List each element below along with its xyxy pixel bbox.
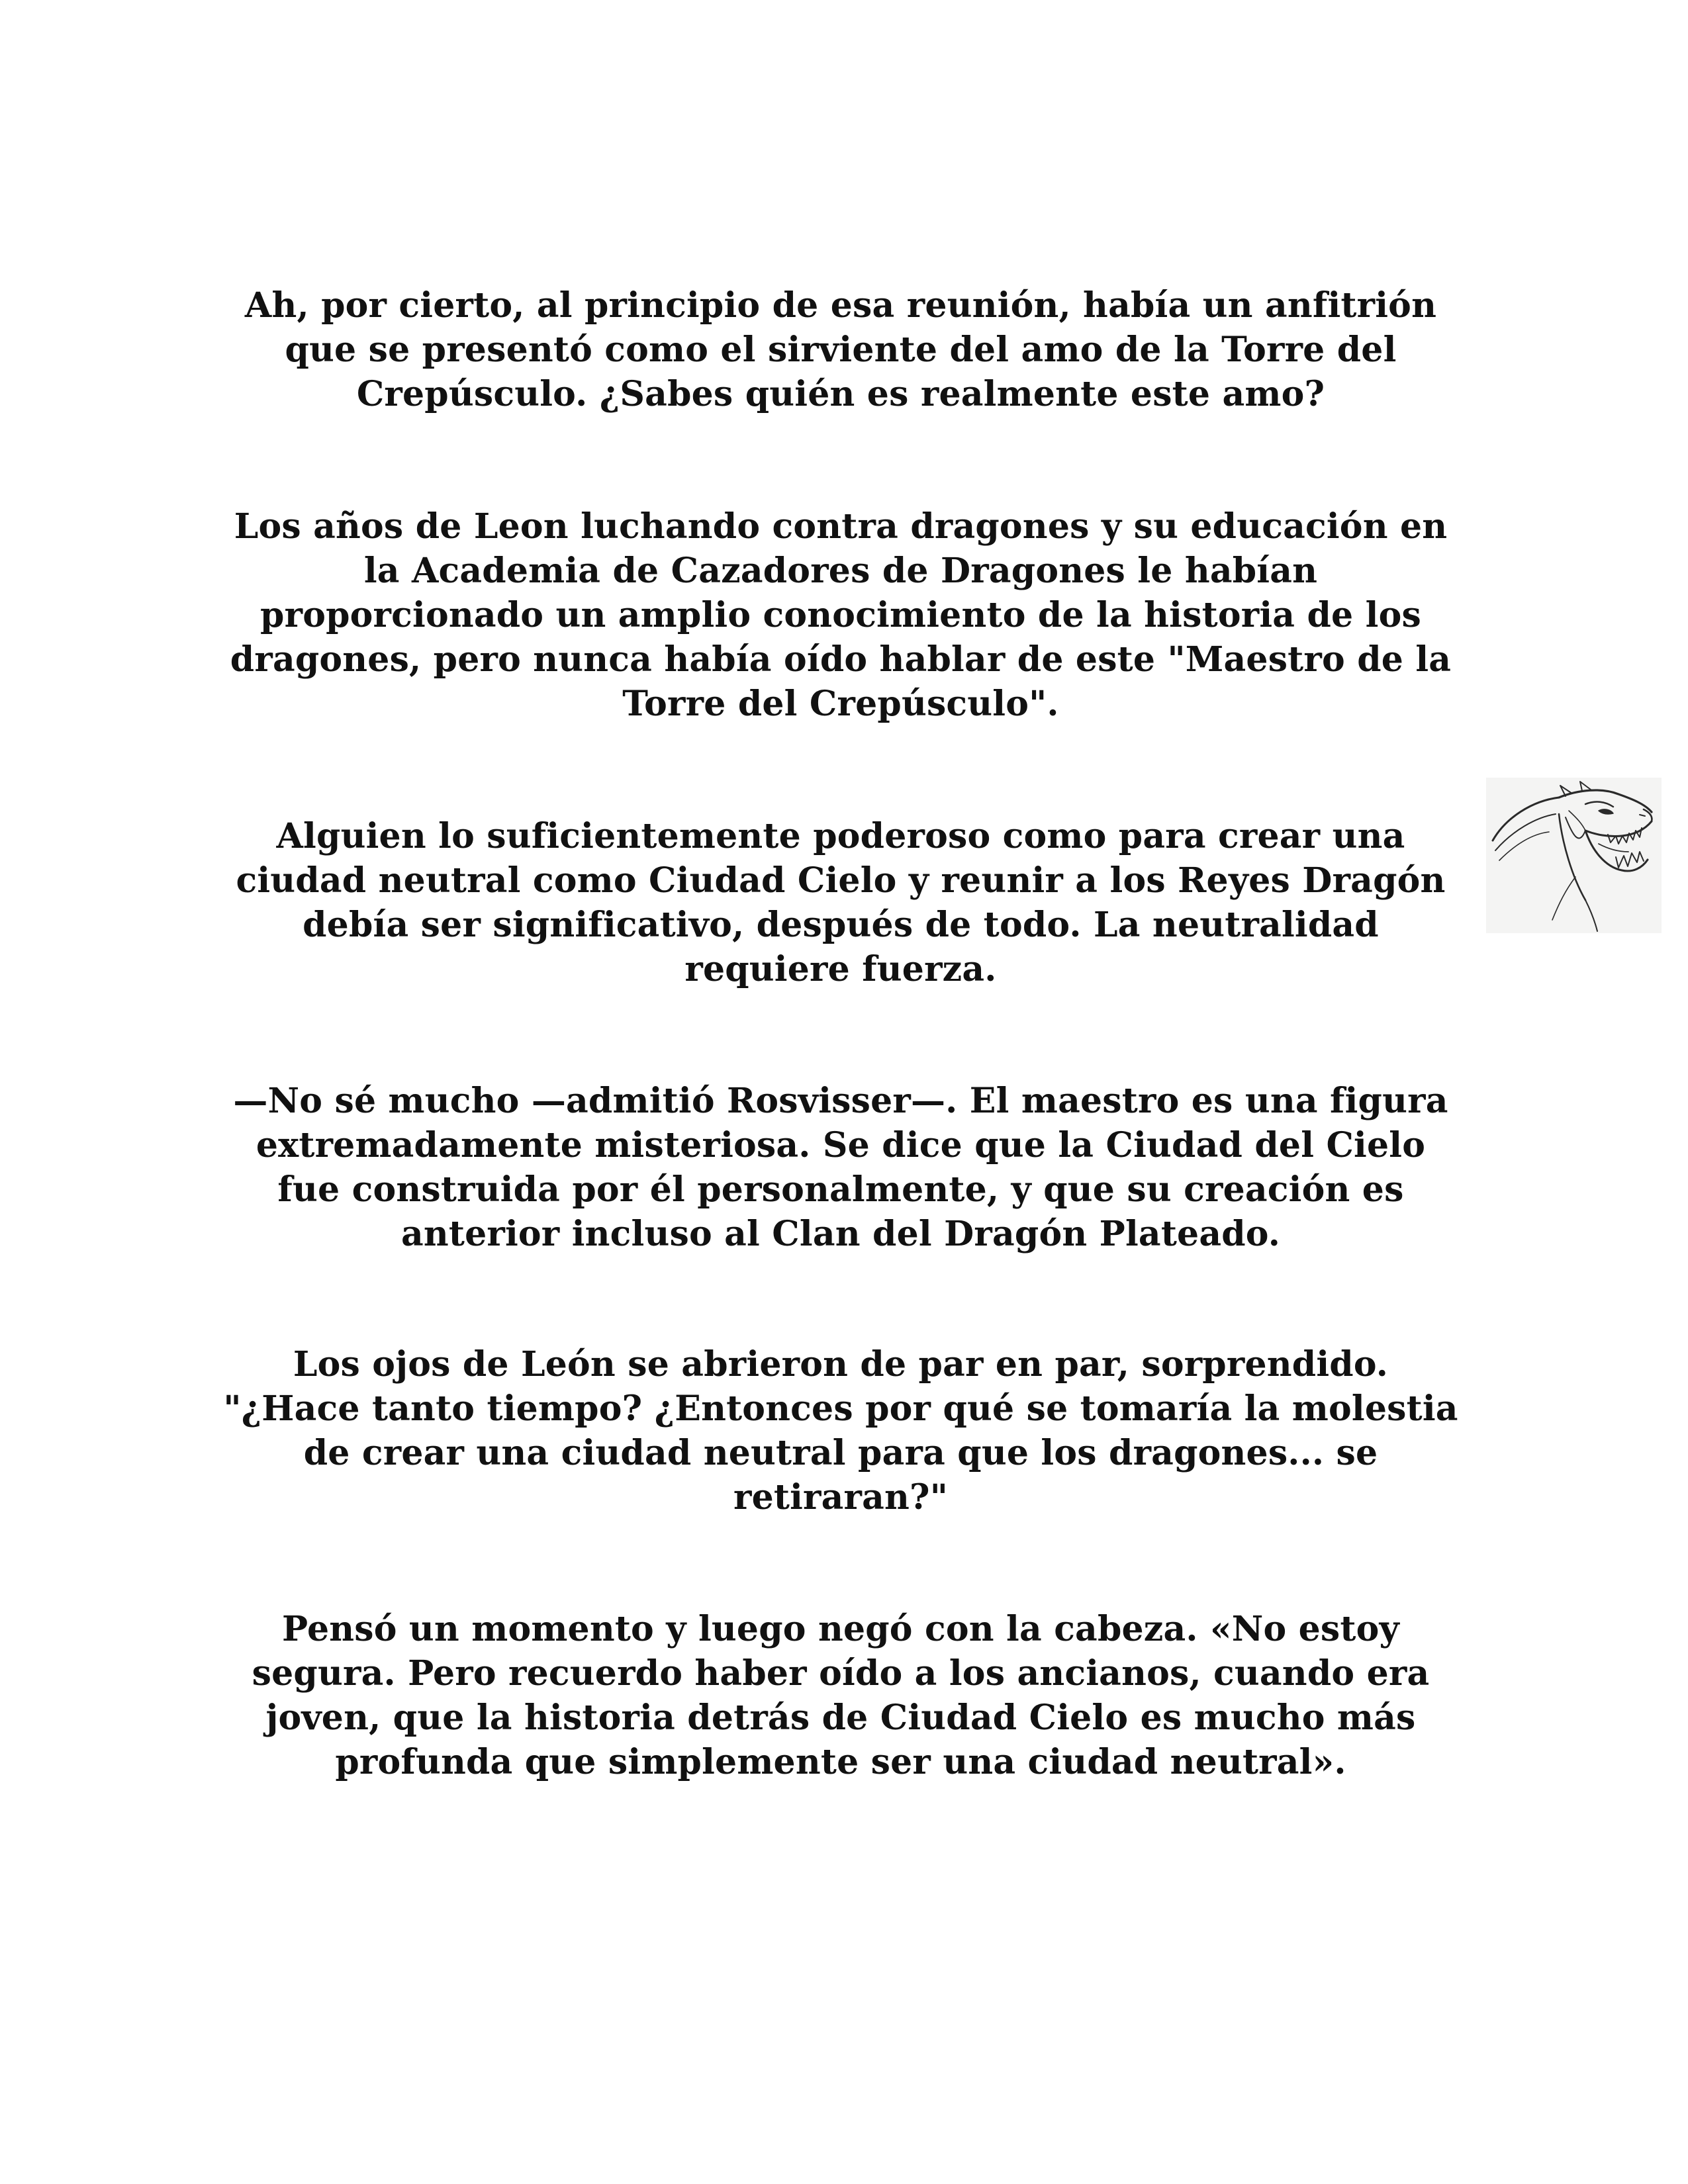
text-line: Los años de Leon luchando contra dragones y su educación en	[234, 506, 1448, 547]
text-line: Alguien lo suficientemente poderoso como para crear una	[276, 816, 1405, 856]
paragraph-1	[218, 283, 1463, 416]
text-line: de crear una ciudad neutral para que los dragones... se	[303, 1433, 1378, 1473]
text-line: Los ojos de León se abrieron de par en par, sorprendido.	[293, 1344, 1389, 1385]
text-line: Ah, por cierto, al principio de esa reunión, había un anfitrión	[244, 285, 1437, 326]
paragraph-3	[218, 814, 1463, 991]
text-line: segura. Pero recuerdo haber oído a los ancianos, cuando era	[252, 1653, 1430, 1694]
text-line: extremadamente misteriosa. Se dice que la Ciudad del Cielo	[256, 1125, 1426, 1165]
text-line: debía ser significativo, después de todo. La neutralidad	[303, 905, 1379, 945]
text-line: "¿Hace tanto tiempo? ¿Entonces por qué se tomaría la molestia	[223, 1388, 1458, 1429]
text-line: dragones, pero nunca había oído hablar de este "Maestro de la	[230, 639, 1452, 680]
text-line: requiere fuerza.	[684, 949, 997, 989]
dragon-head-sketch-icon	[1486, 778, 1662, 933]
paragraph-5	[218, 1342, 1463, 1520]
text-line: la Academia de Cazadores de Dragones le habían	[363, 551, 1318, 591]
text-line: —No sé mucho —admitió Rosvisser—. El maestro es una figura	[233, 1081, 1448, 1121]
text-line: ciudad neutral como Ciudad Cielo y reunir a los Reyes Dragón	[236, 860, 1446, 901]
text-line: proporcionado un amplio conocimiento de la historia de los	[260, 595, 1421, 635]
text-line: Crepúsculo. ¿Sabes quién es realmente este amo?	[356, 374, 1325, 414]
paragraph-6	[218, 1607, 1463, 1784]
text-line: Pensó un momento y luego negó con la cabeza. «No estoy	[282, 1609, 1399, 1649]
text-line: retiraran?"	[733, 1477, 948, 1518]
text-line: Torre del Crepúsculo".	[622, 684, 1059, 724]
text-line: fue construida por él personalmente, y que su creación es	[277, 1169, 1404, 1210]
paragraph-2	[218, 504, 1463, 726]
text-line: que se presentó como el sirviente del amo de la Torre del	[285, 330, 1397, 370]
text-line: profunda que simplemente ser una ciudad neutral».	[335, 1742, 1346, 1782]
text-line: joven, que la historia detrás de Ciudad Cielo es mucho más	[265, 1698, 1416, 1738]
paragraph-4	[218, 1079, 1463, 1256]
text-line: anterior incluso al Clan del Dragón Plateado.	[400, 1214, 1281, 1254]
